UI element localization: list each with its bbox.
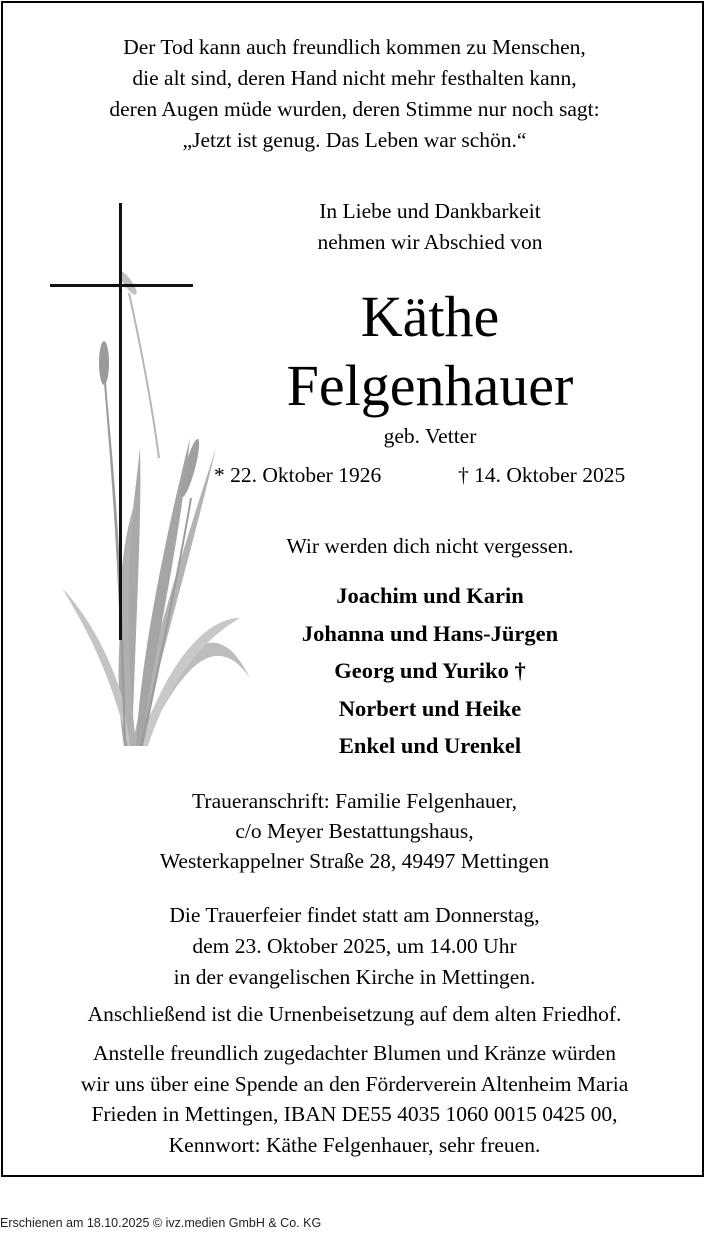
- publication-footer: Erschienen am 18.10.2025 © ivz.medien GmbH & Co. KG: [0, 1216, 322, 1230]
- funeral-line: dem 23. Oktober 2025, um 14.00 Uhr: [192, 934, 517, 958]
- birth-date: * 22. Oktober 1926: [214, 463, 382, 487]
- deceased-first-name: Käthe: [360, 284, 500, 349]
- address-line: Westerkappelner Straße 28, 49497 Mettingen: [159, 849, 550, 873]
- family-member: Enkel und Urenkel: [338, 733, 522, 758]
- intro-line: nehmen wir Abschied von: [317, 230, 543, 254]
- poem-line: die alt sind, deren Hand nicht mehr festhalten kann,: [132, 66, 577, 90]
- poem-line: Der Tod kann auch freundlich kommen zu Menschen,: [123, 35, 586, 59]
- burial-notice: Anschließend ist die Urnenbeisetzung auf dem alten Friedhof.: [87, 1002, 622, 1026]
- poem-line: deren Augen müde wurden, deren Stimme nur noch sagt:: [109, 97, 600, 121]
- intro-line: In Liebe und Dankbarkeit: [319, 199, 541, 223]
- family-member: Norbert und Heike: [338, 695, 522, 721]
- donation-line: Kennwort: Käthe Felgenhauer, sehr freuen.: [168, 1132, 541, 1157]
- donation-line: Frieden in Mettingen, IBAN DE55 4035 1060 0015 0425 00,: [91, 1102, 618, 1126]
- mourning-address: [0, 786, 709, 876]
- address-line: Traueranschrift: Familie Felgenhauer,: [192, 789, 517, 813]
- family-member: Georg und Yuriko †: [334, 658, 526, 683]
- poem: [0, 32, 709, 156]
- intro: [150, 196, 709, 258]
- family-member: Joachim und Karin: [336, 583, 524, 608]
- family-list: [150, 577, 709, 765]
- death-date: † 14. Oktober 2025: [458, 463, 626, 487]
- address-line: c/o Meyer Bestattungshaus,: [235, 819, 474, 843]
- funeral-line: in der evangelischen Kirche in Mettingen.: [173, 965, 536, 989]
- donation-notice: [0, 1038, 709, 1160]
- remembrance-line: Wir werden dich nicht vergessen.: [286, 534, 574, 558]
- donation-line: wir uns über eine Spende an den Förderverein Altenheim Maria: [80, 1071, 629, 1096]
- poem-line: „Jetzt ist genug. Das Leben war schön.“: [182, 128, 527, 152]
- donation-line: Anstelle freundlich zugedachter Blumen und Kränze würden: [93, 1041, 616, 1065]
- funeral-line: Die Trauerfeier findet statt am Donnerstag,: [169, 903, 540, 927]
- funeral-notice: [0, 900, 709, 993]
- deceased-last-name: Felgenhauer: [286, 353, 574, 418]
- family-member: Johanna und Hans-Jürgen: [301, 620, 559, 646]
- birth-name: geb. Vetter: [383, 424, 477, 448]
